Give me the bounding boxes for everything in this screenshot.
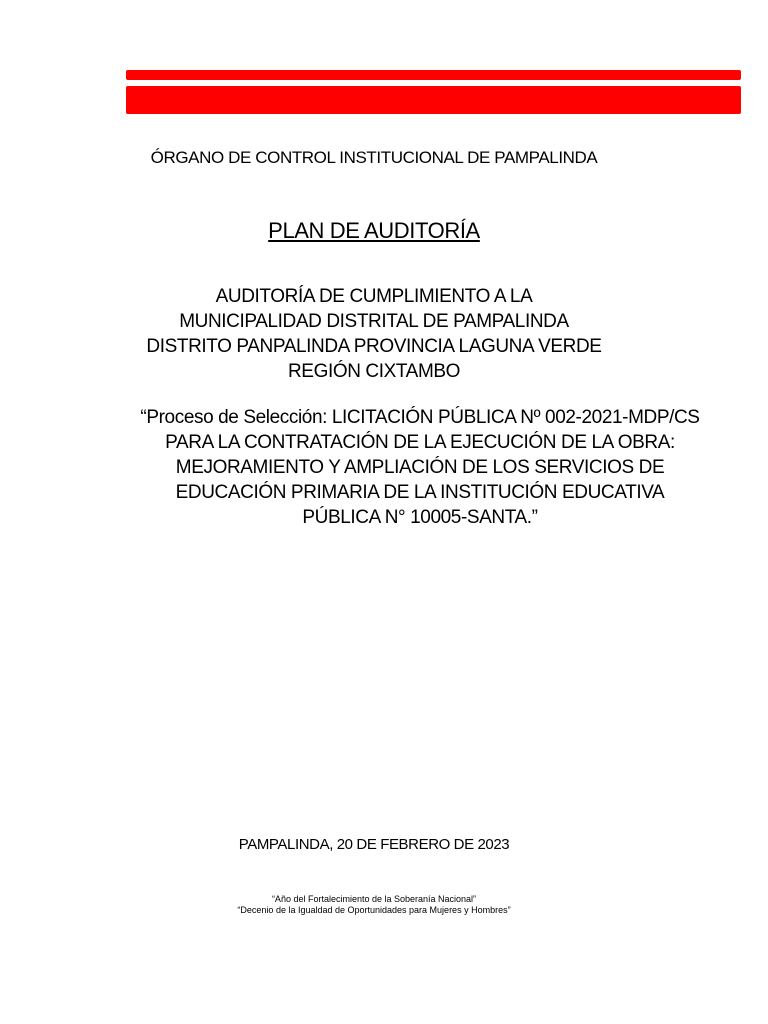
audit-subject [96,284,652,384]
footer-decade-motto: “Decenio de la Igualdad de Oportunidades para Mujeres y Hombres” [237,905,511,915]
audit-subject-line: DISTRITO PANPALINDA PROVINCIA LAGUNA VERDE [146,336,602,357]
process-description [110,405,730,530]
process-description-line: MEJORAMIENTO Y AMPLIACIÓN DE LOS SERVICIOS DE [175,457,665,478]
process-description-line: EDUCACIÓN PRIMARIA DE LA INSTITUCIÓN EDUCATIVA [175,482,665,503]
place-date: PAMPALINDA, 20 DE FEBRERO DE 2023 [238,836,510,853]
footer-mottos [96,894,652,916]
organization-name: ÓRGANO DE CONTROL INSTITUCIONAL DE PAMPALINDA [150,148,598,167]
header-accent-bar-thick [126,86,741,114]
audit-subject-line: AUDITORÍA DE CUMPLIMIENTO A LA [215,286,533,307]
audit-subject-line: MUNICIPALIDAD DISTRITAL DE PAMPALINDA [179,311,569,332]
header-accent-bar-thin [126,70,741,80]
process-description-line: PARA LA CONTRATACIÓN DE LA EJECUCIÓN DE LA OBRA: [165,432,675,453]
audit-subject-line: REGIÓN CIXTAMBO [287,361,461,382]
process-description-line: “Proceso de Selección: LICITACIÓN PÚBLICA Nº 002-2021-MDP/CS [140,407,700,428]
process-description-line: PÚBLICA N° 10005-SANTA.” [302,507,538,528]
footer-year-motto: “Año del Fortalecimiento de la Soberanía Nacional” [271,894,477,904]
document-title: PLAN DE AUDITORÍA [268,218,480,243]
